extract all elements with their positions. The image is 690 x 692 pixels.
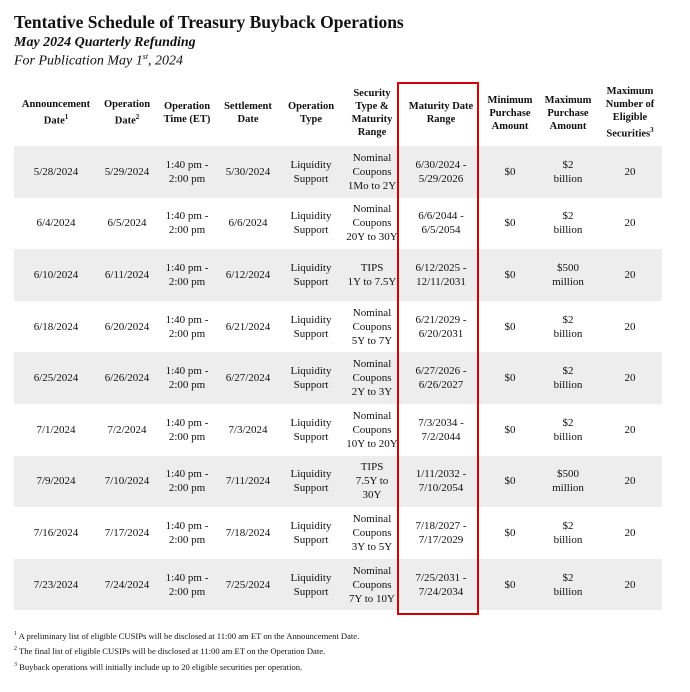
max-securities-cell <box>598 249 662 301</box>
footnote-ref-3: 3 <box>650 126 654 135</box>
table-row <box>14 507 662 559</box>
max-securities-cell <box>598 198 662 250</box>
announcement-date-cell <box>14 456 98 508</box>
table-row <box>14 198 662 250</box>
security-type-cell-line: 5Y to 7Y <box>351 334 393 347</box>
table-body <box>14 146 662 610</box>
minimum-purchase-cell <box>482 146 538 198</box>
operation-time-cell-line: 2:00 pm <box>168 327 206 340</box>
operation-date-cell <box>98 146 156 198</box>
minimum-purchase-cell <box>482 198 538 250</box>
header-announcement-label: Announcement Date <box>21 99 91 127</box>
header-minimum-purchase: Minimum Purchase Amount <box>487 94 533 132</box>
security-type-cell-line: Coupons <box>352 320 392 333</box>
operation-time-cell-line: 2:00 pm <box>168 585 206 598</box>
maturity-range-cell-line: 6/21/2029 - <box>415 313 467 326</box>
settlement-date-cell-line: 6/21/2024 <box>225 320 271 333</box>
security-type-cell <box>344 146 400 198</box>
header-operation-type: Operation Type <box>287 101 335 125</box>
announcement-date-cell-line: 6/25/2024 <box>33 372 79 385</box>
minimum-purchase-cell <box>482 352 538 404</box>
header-operation-date <box>98 80 156 146</box>
operation-date-cell <box>98 198 156 250</box>
operation-type-cell-line: Support <box>293 275 329 288</box>
security-type-cell <box>344 198 400 250</box>
maturity-range-cell <box>400 249 482 301</box>
settlement-date-cell <box>218 456 278 508</box>
operation-date-cell-line: 7/10/2024 <box>104 475 150 488</box>
security-type-cell <box>344 404 400 456</box>
operation-time-cell-line: 2:00 pm <box>168 482 206 495</box>
maturity-range-cell-line: 7/18/2027 - <box>415 519 467 532</box>
settlement-date-cell-line: 7/3/2024 <box>228 423 268 436</box>
security-type-cell-line: Coupons <box>352 578 392 591</box>
max-securities-cell-line: 20 <box>624 320 636 333</box>
maximum-purchase-cell-line: million <box>552 275 584 288</box>
maximum-purchase-cell-line: million <box>552 482 584 495</box>
operation-date-cell <box>98 301 156 353</box>
maturity-range-cell-line: 7/17/2029 <box>418 533 464 546</box>
operation-time-cell-line: 1:40 pm - <box>165 158 209 171</box>
maturity-range-cell-line: 6/5/2054 <box>421 224 461 237</box>
maturity-range-cell <box>400 301 482 353</box>
minimum-purchase-cell <box>482 456 538 508</box>
max-securities-cell-line: 20 <box>624 165 636 178</box>
maximum-purchase-cell-line: $2 <box>562 571 574 584</box>
operation-time-cell-line: 1:40 pm - <box>165 210 209 223</box>
maximum-purchase-cell-line: $2 <box>562 365 574 378</box>
maturity-range-cell-line: 6/27/2026 - <box>415 365 467 378</box>
maximum-purchase-cell <box>538 249 598 301</box>
operation-date-cell <box>98 456 156 508</box>
maturity-range-cell <box>400 352 482 404</box>
security-type-cell-line: TIPS <box>360 261 384 274</box>
maximum-purchase-cell-line: billion <box>553 224 583 237</box>
header-security-type: Security Type & Maturity Range <box>351 88 393 138</box>
security-type-cell-line: Nominal <box>352 564 392 577</box>
operation-time-cell-line: 2:00 pm <box>168 379 206 392</box>
settlement-date-cell-line: 6/12/2024 <box>225 268 271 281</box>
operation-time-cell <box>156 352 218 404</box>
operation-type-cell <box>278 456 344 508</box>
buyback-schedule-table <box>14 80 662 610</box>
operation-date-cell-line: 6/5/2024 <box>107 217 147 230</box>
maturity-range-cell-line: 7/3/2034 - <box>418 416 464 429</box>
operation-time-cell <box>156 249 218 301</box>
table-header-row <box>14 80 662 146</box>
operation-type-cell-line: Support <box>293 327 329 340</box>
max-securities-cell-line: 20 <box>624 217 636 230</box>
security-type-cell-line: Coupons <box>352 165 392 178</box>
publication-date-suffix: , 2024 <box>148 53 184 69</box>
security-type-cell-line: Nominal <box>352 358 392 371</box>
operation-date-cell-line: 5/29/2024 <box>104 165 150 178</box>
security-type-cell <box>344 249 400 301</box>
announcement-date-cell-line: 7/16/2024 <box>33 526 79 539</box>
announcement-date-cell <box>14 249 98 301</box>
operation-date-cell <box>98 352 156 404</box>
operation-time-cell <box>156 146 218 198</box>
operation-date-cell-line: 7/17/2024 <box>104 526 150 539</box>
settlement-date-cell-line: 6/27/2024 <box>225 372 271 385</box>
settlement-date-cell <box>218 249 278 301</box>
footnote-mark: 3 <box>14 661 17 668</box>
operation-time-cell <box>156 301 218 353</box>
operation-date-cell-line: 6/20/2024 <box>104 320 150 333</box>
operation-time-cell-line: 1:40 pm - <box>165 416 209 429</box>
operation-time-cell <box>156 198 218 250</box>
announcement-date-cell-line: 7/23/2024 <box>33 578 79 591</box>
security-type-cell-line: Nominal <box>352 409 392 422</box>
table-row <box>14 352 662 404</box>
maximum-purchase-cell-line: billion <box>553 379 583 392</box>
footnotes <box>14 628 359 674</box>
settlement-date-cell <box>218 507 278 559</box>
security-type-cell-line: 7.5Y to 30Y <box>355 475 389 502</box>
footnote-ref-2: 2 <box>135 113 140 122</box>
security-type-cell-line: 1Y to 7.5Y <box>347 275 397 288</box>
security-type-cell-line: TIPS <box>360 461 384 474</box>
operation-type-cell-line: Support <box>293 585 329 598</box>
maturity-range-cell <box>400 404 482 456</box>
operation-type-cell-line: Support <box>293 430 329 443</box>
maximum-purchase-cell-line: $2 <box>562 210 574 223</box>
max-securities-cell <box>598 352 662 404</box>
maximum-purchase-cell <box>538 507 598 559</box>
minimum-purchase-cell-line: $0 <box>504 526 516 539</box>
security-type-cell-line: Nominal <box>352 306 392 319</box>
operation-time-cell <box>156 404 218 456</box>
announcement-date-cell <box>14 198 98 250</box>
footnote-text: Buyback operations will initially include up to 20 eligible securities per operation. <box>17 661 303 672</box>
minimum-purchase-cell-line: $0 <box>504 423 516 436</box>
operation-type-cell-line: Support <box>293 172 329 185</box>
operation-type-cell-line: Liquidity <box>290 519 332 532</box>
footnote-mark: 2 <box>14 646 17 653</box>
minimum-purchase-cell-line: $0 <box>504 268 516 281</box>
maturity-range-cell <box>400 559 482 611</box>
operation-type-cell <box>278 559 344 611</box>
page-title: Tentative Schedule of Treasury Buyback Operations <box>14 12 404 32</box>
security-type-cell <box>344 301 400 353</box>
operation-date-cell-line: 6/26/2024 <box>104 372 150 385</box>
operation-time-cell <box>156 559 218 611</box>
minimum-purchase-cell-line: $0 <box>504 217 516 230</box>
max-securities-cell-line: 20 <box>624 578 636 591</box>
maximum-purchase-cell <box>538 352 598 404</box>
operation-time-cell-line: 1:40 pm - <box>165 571 209 584</box>
maturity-range-cell <box>400 507 482 559</box>
maturity-range-cell-line: 12/11/2031 <box>416 275 466 288</box>
max-securities-cell <box>598 404 662 456</box>
header-settlement-date: Settlement Date <box>224 101 272 125</box>
operation-type-cell-line: Liquidity <box>290 261 332 274</box>
operation-time-cell <box>156 507 218 559</box>
announcement-date-cell <box>14 352 98 404</box>
publication-date <box>14 52 183 70</box>
maximum-purchase-cell <box>538 404 598 456</box>
maturity-range-cell <box>400 456 482 508</box>
operation-date-cell <box>98 507 156 559</box>
announcement-date-cell <box>14 301 98 353</box>
settlement-date-cell-line: 7/18/2024 <box>225 526 271 539</box>
operation-time-cell-line: 1:40 pm - <box>165 519 209 532</box>
minimum-purchase-cell <box>482 301 538 353</box>
maturity-range-cell-line: 7/25/2031 - <box>415 571 467 584</box>
operation-type-cell-line: Support <box>293 379 329 392</box>
maturity-range-cell-line: 6/26/2027 <box>418 379 464 392</box>
announcement-date-cell-line: 6/4/2024 <box>36 217 76 230</box>
footnote-mark: 1 <box>14 631 17 637</box>
operation-type-cell <box>278 507 344 559</box>
operation-type-cell-line: Liquidity <box>290 468 332 481</box>
table-row <box>14 146 662 198</box>
operation-date-cell-line: 7/2/2024 <box>107 423 147 436</box>
maturity-range-cell-line: 7/2/2044 <box>421 430 461 443</box>
operation-time-cell-line: 1:40 pm - <box>165 261 209 274</box>
header-operation-date-label: Operation Date <box>103 99 151 127</box>
max-securities-cell <box>598 456 662 508</box>
max-securities-cell-line: 20 <box>624 268 636 281</box>
announcement-date-cell-line: 7/1/2024 <box>36 423 76 436</box>
footnote-text: The final list of eligible CUSIPs will be disclosed at 11:00 am ET on the Operation Date. <box>17 646 326 657</box>
operation-type-cell <box>278 352 344 404</box>
footnote-3 <box>14 659 359 674</box>
security-type-cell-line: 2Y to 3Y <box>351 386 393 399</box>
operation-time-cell-line: 1:40 pm - <box>165 468 209 481</box>
announcement-date-cell-line: 5/28/2024 <box>33 165 79 178</box>
security-type-cell <box>344 559 400 611</box>
security-type-cell-line: 20Y to 30Y <box>346 231 398 244</box>
maturity-range-cell-line: 6/30/2024 - <box>415 158 467 171</box>
settlement-date-cell <box>218 559 278 611</box>
maturity-range-cell-line: 1/11/2032 - <box>415 468 467 481</box>
operation-time-cell-line: 2:00 pm <box>168 224 206 237</box>
minimum-purchase-cell-line: $0 <box>504 578 516 591</box>
minimum-purchase-cell <box>482 249 538 301</box>
header-operation-time: Operation Time (ET) <box>163 101 211 125</box>
operation-type-cell <box>278 404 344 456</box>
publication-date-ordinal: st <box>142 52 149 61</box>
operation-time-cell-line: 2:00 pm <box>168 533 206 546</box>
security-type-cell-line: 7Y to 10Y <box>348 592 396 605</box>
maturity-range-cell-line: 6/12/2025 - <box>415 261 467 274</box>
max-securities-cell-line: 20 <box>624 475 636 488</box>
operation-time-cell-line: 2:00 pm <box>168 275 206 288</box>
settlement-date-cell-line: 7/11/2024 <box>225 475 271 488</box>
max-securities-cell <box>598 559 662 611</box>
security-type-cell-line: Nominal <box>352 151 392 164</box>
operation-type-cell-line: Liquidity <box>290 210 332 223</box>
operation-date-cell <box>98 404 156 456</box>
maximum-purchase-cell <box>538 301 598 353</box>
header-maturity-date-range: Maturity Date Range <box>408 101 474 125</box>
settlement-date-cell-line: 6/6/2024 <box>228 217 268 230</box>
announcement-date-cell <box>14 507 98 559</box>
announcement-date-cell <box>14 146 98 198</box>
table-row <box>14 249 662 301</box>
settlement-date-cell <box>218 301 278 353</box>
settlement-date-cell <box>218 404 278 456</box>
maximum-purchase-cell <box>538 559 598 611</box>
maximum-purchase-cell <box>538 146 598 198</box>
settlement-date-cell <box>218 352 278 404</box>
maximum-purchase-cell-line: $500 <box>557 468 579 481</box>
table-row <box>14 404 662 456</box>
announcement-date-cell-line: 6/10/2024 <box>33 268 79 281</box>
security-type-cell <box>344 456 400 508</box>
operation-type-cell <box>278 198 344 250</box>
operation-time-cell <box>156 456 218 508</box>
security-type-cell-line: Coupons <box>352 526 392 539</box>
announcement-date-cell-line: 7/9/2024 <box>36 475 76 488</box>
maximum-purchase-cell <box>538 198 598 250</box>
security-type-cell-line: Coupons <box>352 372 392 385</box>
operation-type-cell-line: Liquidity <box>290 365 332 378</box>
footnote-1 <box>14 628 359 643</box>
header-max-eligible-securities <box>598 80 662 146</box>
page-subtitle: May 2024 Quarterly Refunding <box>14 35 196 50</box>
max-securities-cell-line: 20 <box>624 526 636 539</box>
operation-type-cell-line: Liquidity <box>290 416 332 429</box>
operation-date-cell-line: 7/24/2024 <box>104 578 150 591</box>
table-row <box>14 301 662 353</box>
settlement-date-cell-line: 7/25/2024 <box>225 578 271 591</box>
operation-date-cell <box>98 249 156 301</box>
minimum-purchase-cell-line: $0 <box>504 320 516 333</box>
announcement-date-cell <box>14 404 98 456</box>
minimum-purchase-cell <box>482 404 538 456</box>
security-type-cell-line: 10Y to 20Y <box>346 437 398 450</box>
security-type-cell-line: Coupons <box>352 423 392 436</box>
footnote-2 <box>14 643 359 658</box>
settlement-date-cell <box>218 198 278 250</box>
minimum-purchase-cell <box>482 507 538 559</box>
security-type-cell-line: 3Y to 5Y <box>351 540 393 553</box>
operation-type-cell-line: Liquidity <box>290 158 332 171</box>
footnote-ref-1: 1 <box>64 113 69 122</box>
max-securities-cell <box>598 146 662 198</box>
security-type-cell <box>344 352 400 404</box>
security-type-cell <box>344 507 400 559</box>
maximum-purchase-cell-line: billion <box>553 585 583 598</box>
maximum-purchase-cell <box>538 456 598 508</box>
minimum-purchase-cell-line: $0 <box>504 372 516 385</box>
header-maximum-purchase: Maximum Purchase Amount <box>544 94 592 132</box>
operation-time-cell-line: 1:40 pm - <box>165 313 209 326</box>
maximum-purchase-cell-line: $2 <box>562 313 574 326</box>
maturity-range-cell-line: 7/24/2034 <box>418 585 464 598</box>
maturity-range-cell-line: 6/6/2044 - <box>418 210 464 223</box>
header-max-eligible-label: Maximum Number of Eligible Securities <box>605 86 655 140</box>
minimum-purchase-cell <box>482 559 538 611</box>
maturity-range-cell-line: 6/20/2031 <box>418 327 464 340</box>
security-type-cell-line: Coupons <box>352 217 392 230</box>
maturity-range-cell-line: 7/10/2054 <box>418 482 464 495</box>
maximum-purchase-cell-line: $2 <box>562 519 574 532</box>
settlement-date-cell <box>218 146 278 198</box>
operation-type-cell-line: Support <box>293 224 329 237</box>
security-type-cell-line: 1Mo to 2Y <box>347 179 397 192</box>
footnote-text: A preliminary list of eligible CUSIPs will be disclosed at 11:00 am ET on the Announcement Date. <box>17 630 360 641</box>
max-securities-cell-line: 20 <box>624 423 636 436</box>
operation-time-cell-line: 1:40 pm - <box>165 365 209 378</box>
maturity-range-cell <box>400 146 482 198</box>
operation-time-cell-line: 2:00 pm <box>168 172 206 185</box>
operation-type-cell <box>278 301 344 353</box>
maximum-purchase-cell-line: $2 <box>562 158 574 171</box>
maximum-purchase-cell-line: billion <box>553 172 583 185</box>
security-type-cell-line: Nominal <box>352 203 392 216</box>
max-securities-cell-line: 20 <box>624 372 636 385</box>
operation-type-cell-line: Liquidity <box>290 571 332 584</box>
maximum-purchase-cell-line: billion <box>553 533 583 546</box>
maximum-purchase-cell-line: $500 <box>557 261 579 274</box>
minimum-purchase-cell-line: $0 <box>504 165 516 178</box>
operation-time-cell-line: 2:00 pm <box>168 430 206 443</box>
operation-type-cell-line: Liquidity <box>290 313 332 326</box>
minimum-purchase-cell-line: $0 <box>504 475 516 488</box>
announcement-date-cell <box>14 559 98 611</box>
operation-date-cell <box>98 559 156 611</box>
operation-type-cell <box>278 146 344 198</box>
publication-date-prefix: For Publication May 1 <box>14 53 143 69</box>
maturity-range-cell <box>400 198 482 250</box>
operation-type-cell-line: Support <box>293 482 329 495</box>
operation-date-cell-line: 6/11/2024 <box>104 268 150 281</box>
operation-type-cell-line: Support <box>293 533 329 546</box>
announcement-date-cell-line: 6/18/2024 <box>33 320 79 333</box>
table-row <box>14 559 662 611</box>
maximum-purchase-cell-line: billion <box>553 430 583 443</box>
operation-type-cell <box>278 249 344 301</box>
maturity-range-cell-line: 5/29/2026 <box>418 172 464 185</box>
max-securities-cell <box>598 301 662 353</box>
maximum-purchase-cell-line: $2 <box>562 416 574 429</box>
table-row <box>14 456 662 508</box>
maximum-purchase-cell-line: billion <box>553 327 583 340</box>
security-type-cell-line: Nominal <box>352 512 392 525</box>
header-announcement-date <box>14 80 98 146</box>
max-securities-cell <box>598 507 662 559</box>
settlement-date-cell-line: 5/30/2024 <box>225 165 271 178</box>
